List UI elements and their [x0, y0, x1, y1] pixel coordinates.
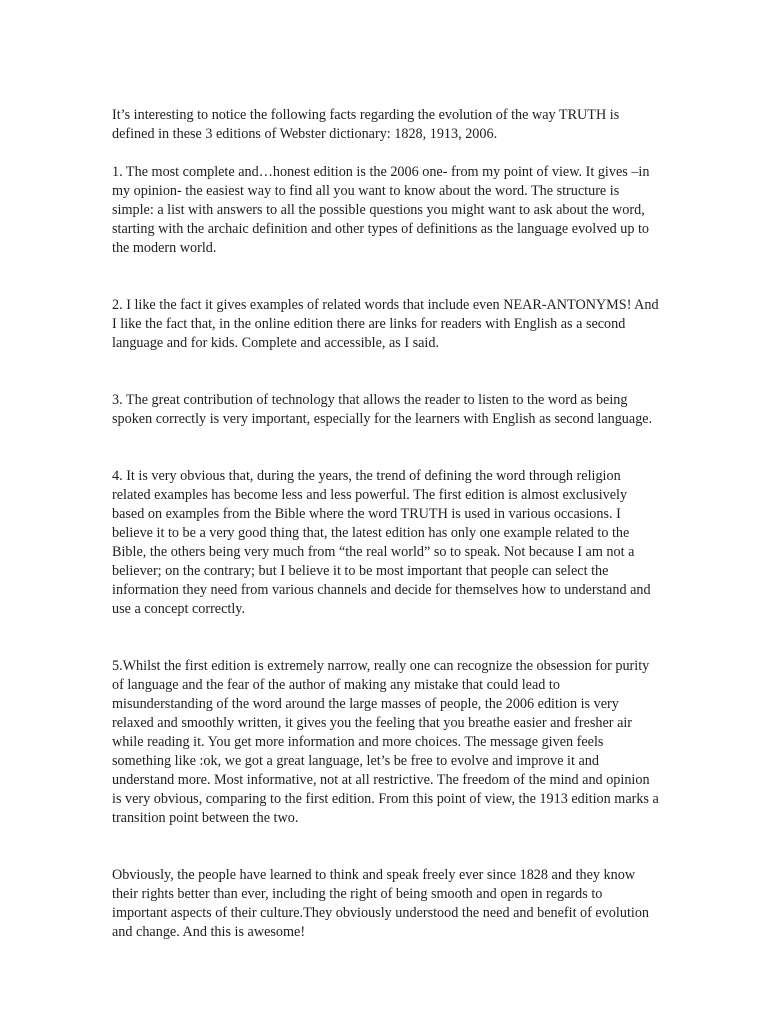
paragraph-spacer — [112, 828, 660, 866]
paragraph-spacer — [112, 353, 660, 391]
paragraph-spacer — [112, 429, 660, 467]
conclusion-paragraph: Obviously, the people have learned to think and speak freely ever since 1828 and they know their rights better than ever, including the right of being smooth and open in regards to important aspects of their culture.They obviously understood the need and benefit of evolution and change. And this is awesome! — [112, 867, 650, 940]
point-2-paragraph: 2. I like the fact it gives examples of related words that include even NEAR-ANTONYMS! And I like the fact that, in the online edition there are links for readers with English as a second language and for kids. Complete and accessible, as I said. — [112, 297, 659, 351]
point-4-paragraph: 4. It is very obvious that, during the years, the trend of defining the word through religion related examples has become less and less powerful. The first edition is almost exclusively based on examples from the Bible where the word TRUTH is used in various occasions. I believe it to be a very good thing that, the latest edition has only one example related to the Bible, the others being very much from “the real world” so to speak. Not because I am not a believer; on the contrary; but I believe it to be most important that people can select the information they need from various channels and decide for themselves how to understand and use a concept correctly. — [112, 468, 651, 617]
paragraph-spacer — [112, 258, 660, 296]
point-1-paragraph: 1. The most complete and…honest edition is the 2006 one- from my point of view. It gives –in my opinion- the easiest way to find all you want to know about the word. The structure is simple: a list with answers to all the possible questions you might want to ask about the word, starting with the archaic definition and other types of definitions as the language evolved up to the modern world. — [112, 164, 650, 256]
point-5-paragraph: 5.Whilst the first edition is extremely narrow, really one can recognize the obsession for purity of language and the fear of the author of making any mistake that could lead to misunderstanding of the word around the large masses of people, the 2006 edition is very relaxed and smoothly written, it gives you the feeling that you breathe easier and fresher air while reading it. You get more information and more choices. The message given feels something like :ok, we got a great language, let’s be free to evolve and improve it and understand more. Most informative, not at all restrictive. The freedom of the mind and opinion is very obvious, comparing to the first edition. From this point of view, the 1913 edition marks a transition point between the two. — [112, 658, 659, 826]
point-3-paragraph: 3. The great contribution of technology that allows the reader to listen to the word as being spoken correctly is very important, especially for the learners with English as second language. — [112, 392, 653, 427]
paragraph-spacer — [112, 144, 660, 163]
paragraph-spacer — [112, 619, 660, 657]
intro-paragraph: It’s interesting to notice the following facts regarding the evolution of the way TRUTH is defined in these 3 editions of Webster dictionary: 1828, 1913, 2006. — [112, 107, 620, 142]
document-body — [112, 106, 660, 942]
